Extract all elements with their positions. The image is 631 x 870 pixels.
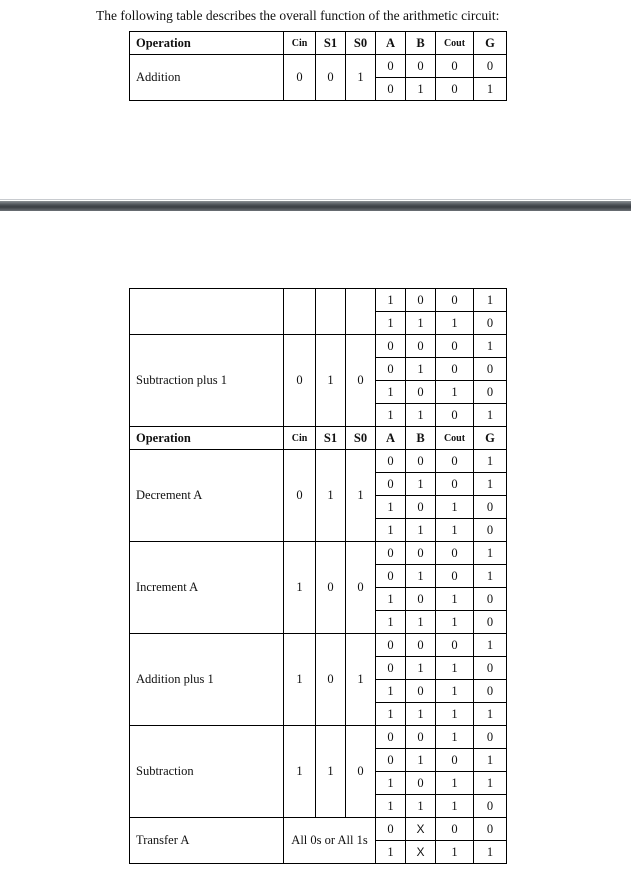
cout-cell: 1 bbox=[436, 841, 474, 864]
header-a: A bbox=[376, 427, 406, 450]
b-cell: 1 bbox=[406, 358, 436, 381]
a-cell: 1 bbox=[376, 611, 406, 634]
g-cell: 0 bbox=[474, 818, 507, 841]
cout-cell: 0 bbox=[436, 818, 474, 841]
cout-cell: 1 bbox=[436, 680, 474, 703]
g-cell: 1 bbox=[474, 542, 507, 565]
a-cell: 1 bbox=[376, 772, 406, 795]
cout-cell: 0 bbox=[436, 450, 474, 473]
cout-cell: 0 bbox=[436, 404, 474, 427]
a-cell: 0 bbox=[376, 55, 406, 78]
cout-cell: 1 bbox=[436, 588, 474, 611]
cout-cell: 1 bbox=[436, 795, 474, 818]
g-cell: 0 bbox=[474, 358, 507, 381]
b-cell: 1 bbox=[406, 519, 436, 542]
header-operation: Operation bbox=[130, 427, 284, 450]
a-cell: 0 bbox=[376, 78, 406, 101]
s1-cell: 0 bbox=[316, 542, 346, 634]
g-cell: 0 bbox=[474, 657, 507, 680]
cout-cell: 0 bbox=[436, 335, 474, 358]
operation-cell-empty bbox=[130, 289, 284, 335]
s1-cell: 0 bbox=[316, 634, 346, 726]
s1-cell: 0 bbox=[316, 55, 346, 101]
a-cell: 1 bbox=[376, 519, 406, 542]
header-a: A bbox=[376, 32, 406, 55]
truth-table-top bbox=[129, 31, 507, 101]
cout-cell: 1 bbox=[436, 657, 474, 680]
cin-cell: 1 bbox=[284, 542, 316, 634]
operation-cell: Transfer A bbox=[130, 818, 284, 864]
s0-cell: 0 bbox=[346, 726, 376, 818]
cout-cell: 0 bbox=[436, 542, 474, 565]
g-cell: 1 bbox=[474, 565, 507, 588]
a-cell: 0 bbox=[376, 335, 406, 358]
g-cell: 0 bbox=[474, 312, 507, 335]
b-cell: 0 bbox=[406, 588, 436, 611]
cin-cell-empty bbox=[284, 289, 316, 335]
b-cell: 1 bbox=[406, 795, 436, 818]
header-cout: Cout bbox=[436, 32, 474, 55]
b-cell: 0 bbox=[406, 55, 436, 78]
s0-cell: 0 bbox=[346, 335, 376, 427]
header-s0: S0 bbox=[346, 427, 376, 450]
b-cell: 1 bbox=[406, 657, 436, 680]
cout-cell: 1 bbox=[436, 703, 474, 726]
b-cell: 1 bbox=[406, 404, 436, 427]
header-g: G bbox=[474, 32, 507, 55]
header-s1: S1 bbox=[316, 32, 346, 55]
a-cell: 1 bbox=[376, 381, 406, 404]
operation-cell: Increment A bbox=[130, 542, 284, 634]
a-cell: 1 bbox=[376, 588, 406, 611]
a-cell: 1 bbox=[376, 312, 406, 335]
operation-cell: Decrement A bbox=[130, 450, 284, 542]
g-cell: 0 bbox=[474, 611, 507, 634]
a-cell: 1 bbox=[376, 496, 406, 519]
g-cell: 1 bbox=[474, 749, 507, 772]
b-cell: 1 bbox=[406, 565, 436, 588]
header-b: B bbox=[406, 32, 436, 55]
cout-cell: 0 bbox=[436, 634, 474, 657]
a-cell: 0 bbox=[376, 450, 406, 473]
cout-cell: 0 bbox=[436, 749, 474, 772]
b-cell: 1 bbox=[406, 703, 436, 726]
s0-cell: 1 bbox=[346, 450, 376, 542]
b-cell: 1 bbox=[406, 78, 436, 101]
page-break-line bbox=[0, 199, 631, 200]
header-s0: S0 bbox=[346, 32, 376, 55]
a-cell: 0 bbox=[376, 542, 406, 565]
cout-cell: 1 bbox=[436, 312, 474, 335]
s0-cell: 1 bbox=[346, 55, 376, 101]
cin-cell: 0 bbox=[284, 335, 316, 427]
g-cell: 1 bbox=[474, 289, 507, 312]
b-cell: X bbox=[406, 841, 436, 864]
header-g: G bbox=[474, 427, 507, 450]
b-cell: 1 bbox=[406, 749, 436, 772]
table-caption: The following table describes the overall function of the arithmetic circuit: bbox=[96, 8, 500, 23]
cout-cell: 0 bbox=[436, 55, 474, 78]
operation-cell: Addition bbox=[130, 55, 284, 101]
a-cell: 1 bbox=[376, 404, 406, 427]
cout-cell: 0 bbox=[436, 565, 474, 588]
a-cell: 0 bbox=[376, 358, 406, 381]
g-cell: 0 bbox=[474, 680, 507, 703]
b-cell: 0 bbox=[406, 542, 436, 565]
g-cell: 1 bbox=[474, 703, 507, 726]
s0-cell: 0 bbox=[346, 542, 376, 634]
header-cout: Cout bbox=[436, 427, 474, 450]
g-cell: 0 bbox=[474, 381, 507, 404]
cout-cell: 0 bbox=[436, 473, 474, 496]
page-break-bar bbox=[0, 201, 631, 211]
cout-cell: 1 bbox=[436, 772, 474, 795]
g-cell: 0 bbox=[474, 55, 507, 78]
s1-cell: 1 bbox=[316, 450, 346, 542]
s1-cell-empty bbox=[316, 289, 346, 335]
g-cell: 1 bbox=[474, 78, 507, 101]
a-cell: 1 bbox=[376, 841, 406, 864]
a-cell: 1 bbox=[376, 289, 406, 312]
cin-cell: 0 bbox=[284, 450, 316, 542]
operation-cell: Subtraction plus 1 bbox=[130, 335, 284, 427]
cin-cell: 1 bbox=[284, 726, 316, 818]
g-cell: 1 bbox=[474, 634, 507, 657]
header-cin: Cin bbox=[284, 427, 316, 450]
g-cell: 1 bbox=[474, 841, 507, 864]
b-cell: 0 bbox=[406, 726, 436, 749]
select-cell: All 0s or All 1s bbox=[284, 818, 376, 864]
g-cell: 1 bbox=[474, 404, 507, 427]
a-cell: 0 bbox=[376, 565, 406, 588]
g-cell: 0 bbox=[474, 519, 507, 542]
b-cell: 0 bbox=[406, 680, 436, 703]
cout-cell: 1 bbox=[436, 496, 474, 519]
b-cell: 1 bbox=[406, 312, 436, 335]
g-cell: 1 bbox=[474, 335, 507, 358]
cout-cell: 0 bbox=[436, 358, 474, 381]
cout-cell: 1 bbox=[436, 519, 474, 542]
cout-cell: 0 bbox=[436, 78, 474, 101]
cout-cell: 1 bbox=[436, 726, 474, 749]
g-cell: 1 bbox=[474, 473, 507, 496]
a-cell: 1 bbox=[376, 795, 406, 818]
truth-table-bottom bbox=[129, 288, 507, 864]
b-cell: 0 bbox=[406, 634, 436, 657]
a-cell: 0 bbox=[376, 657, 406, 680]
a-cell: 1 bbox=[376, 680, 406, 703]
cout-cell: 1 bbox=[436, 381, 474, 404]
cin-cell: 1 bbox=[284, 634, 316, 726]
a-cell: 1 bbox=[376, 703, 406, 726]
s1-cell: 1 bbox=[316, 726, 346, 818]
g-cell: 0 bbox=[474, 496, 507, 519]
header-b: B bbox=[406, 427, 436, 450]
a-cell: 0 bbox=[376, 818, 406, 841]
operation-cell: Addition plus 1 bbox=[130, 634, 284, 726]
g-cell: 1 bbox=[474, 450, 507, 473]
s1-cell: 1 bbox=[316, 335, 346, 427]
a-cell: 0 bbox=[376, 634, 406, 657]
g-cell: 0 bbox=[474, 795, 507, 818]
cin-cell: 0 bbox=[284, 55, 316, 101]
b-cell: 0 bbox=[406, 496, 436, 519]
header-s1: S1 bbox=[316, 427, 346, 450]
header-cin: Cin bbox=[284, 32, 316, 55]
g-cell: 0 bbox=[474, 726, 507, 749]
s0-cell-empty bbox=[346, 289, 376, 335]
b-cell: 0 bbox=[406, 450, 436, 473]
s0-cell: 1 bbox=[346, 634, 376, 726]
operation-cell: Subtraction bbox=[130, 726, 284, 818]
g-cell: 1 bbox=[474, 772, 507, 795]
g-cell: 0 bbox=[474, 588, 507, 611]
b-cell: 0 bbox=[406, 335, 436, 358]
cout-cell: 1 bbox=[436, 611, 474, 634]
header-operation: Operation bbox=[130, 32, 284, 55]
b-cell: 1 bbox=[406, 611, 436, 634]
b-cell: 0 bbox=[406, 772, 436, 795]
cout-cell: 0 bbox=[436, 289, 474, 312]
a-cell: 0 bbox=[376, 726, 406, 749]
a-cell: 0 bbox=[376, 749, 406, 772]
b-cell: 0 bbox=[406, 289, 436, 312]
b-cell: 0 bbox=[406, 381, 436, 404]
b-cell: 1 bbox=[406, 473, 436, 496]
a-cell: 0 bbox=[376, 473, 406, 496]
b-cell: X bbox=[406, 818, 436, 841]
